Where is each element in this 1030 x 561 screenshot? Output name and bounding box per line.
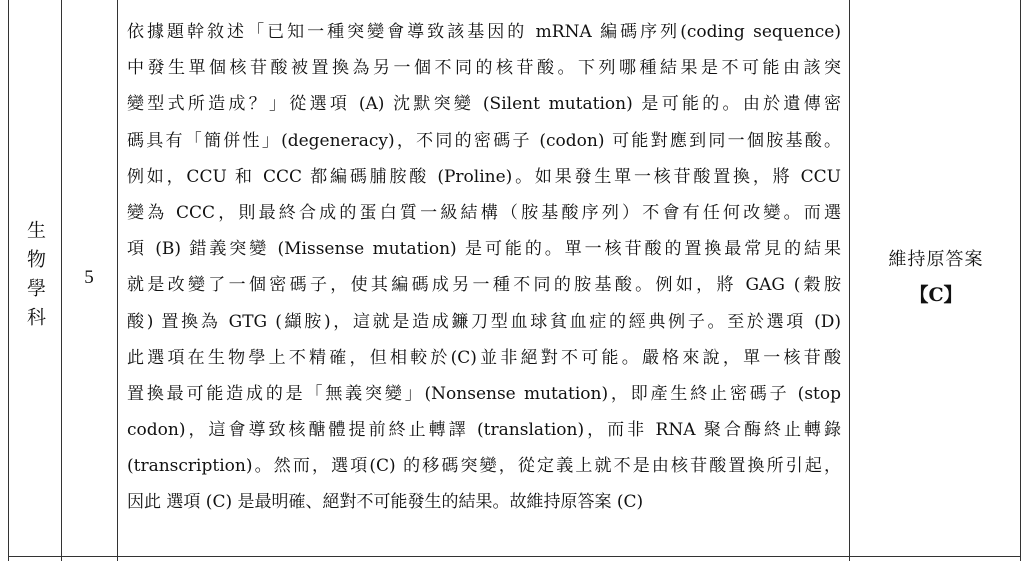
explanation-line: 置換最可能造成的是「無義突變」(Nonsense mutation)，即產生終止密碼子 (stop bbox=[127, 383, 841, 404]
explanation-line: 變為 CCC，則最終合成的蛋白質一級結構（胺基酸序列）不會有任何改變。而選 bbox=[127, 202, 841, 223]
question-number-cell bbox=[62, 0, 116, 556]
explanation-line: 因此 選項 (C) 是最明確、絕對不可能發生的結果。故維持原答案 (C) bbox=[127, 492, 644, 513]
explanation-line: 中發生單個核苷酸被置換為另一個不同的核苷酸。下列哪種結果是不可能由該突 bbox=[127, 58, 841, 79]
explanation-line: codon)，這會導致核醣體提前終止轉譯 (translation)，而非 RNA 聚合酶終止轉錄 bbox=[127, 420, 841, 441]
explanation-line: 此選項在生物學上不精確，但相較於(C)並非絕對不可能。嚴格來說，單一核苷酸 bbox=[127, 347, 841, 368]
decision-text: 維持原答案 bbox=[888, 249, 984, 270]
explanation-line: 酸) 置換為 GTG (纈胺)，這就是造成鐮刀型血球貧血症的經典例子。至於選項 (D) bbox=[127, 311, 841, 332]
explanation-line: 項 (B) 錯義突變 (Missense mutation) 是可能的。單一核苷酸的置換最常見的結果 bbox=[127, 239, 841, 260]
explanation-line: 碼具有「簡併性」(degeneracy)，不同的密碼子 (codon) 可能對應到同一個胺基酸。 bbox=[127, 130, 841, 151]
subject-label: 生物學科 bbox=[24, 220, 46, 336]
explanation-line: 變型式所造成？」從選項 (A) 沈默突變 (Silent mutation) 是可能的。由於遺傳密 bbox=[127, 94, 841, 115]
decision-cell bbox=[851, 0, 1021, 556]
explanation-line: 依據題幹敘述「已知一種突變會導致該基因的 mRNA 編碼序列(coding sequence) bbox=[127, 22, 841, 42]
question-number: 5 bbox=[84, 267, 94, 288]
review-explanation bbox=[127, 14, 841, 521]
explanation-line: (transcription)。然而，選項(C) 的移碼突變，從定義上就不是由核苷酸置換所引起， bbox=[127, 456, 841, 477]
final-answer: 【C】 bbox=[909, 284, 963, 306]
table-row-bottom-border bbox=[8, 556, 1021, 557]
explanation-line: 就是改變了一個密碼子，使其編碼成另一種不同的胺基酸。例如，將 GAG (穀胺 bbox=[127, 275, 841, 296]
subject-cell bbox=[9, 0, 60, 556]
column-divider-number bbox=[117, 0, 118, 561]
explanation-line: 例如，CCU 和 CCC 都編碼脯胺酸 (Proline)。如果發生單一核苷酸置換，將 CCU bbox=[127, 166, 841, 187]
column-divider-content bbox=[849, 0, 850, 561]
